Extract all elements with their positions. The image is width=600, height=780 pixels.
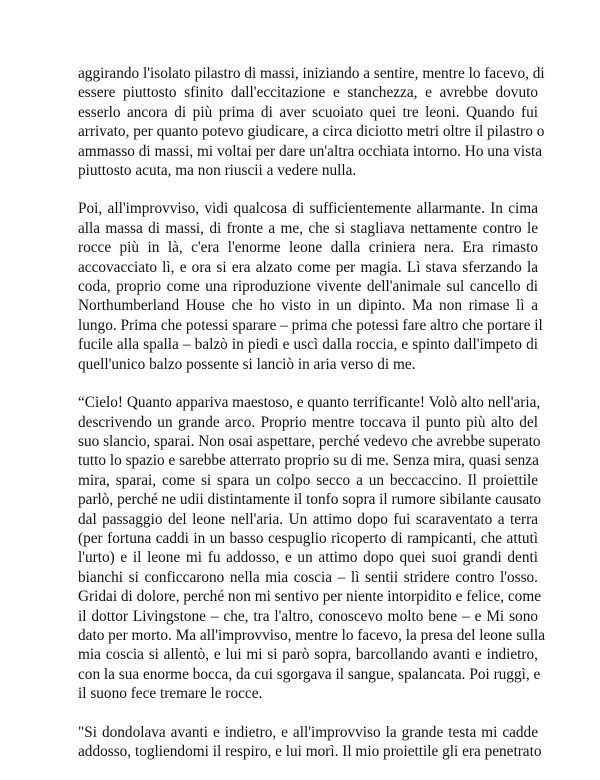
text-line: alla massa di massi, di fronte a me, che si stagliava nettamente contro le [78, 219, 538, 237]
paragraph [78, 199, 543, 374]
text-line: mia coscia si allentò, e lui mi si parò sopra, barcollando avanti e indietro, [78, 646, 538, 664]
text-line: (per fortuna caddi in un basso cespuglio ricoperto di rampicanti, che attutì [78, 529, 538, 547]
text-line: con la sua enorme bocca, da cui sgorgava il sangue, spalancata. Poi ruggì, e [78, 665, 541, 683]
text-line: fucile alla spalla – balzò in piedi e uscì dalla roccia, e spinto dall'impeto di [78, 336, 538, 354]
text-line: “Cielo! Quanto appariva maestoso, e quanto terrificante! Volò alto nell'aria, [78, 394, 541, 412]
text-line: "Si dondolava avanti e indietro, e all'improvviso la grande testa mi cadde [78, 723, 538, 741]
text-line: suo slancio, sparai. Non osai aspettare, perché vedevo che avrebbe superato [78, 432, 541, 450]
text-line: Poi, all'improvviso, vidi qualcosa di sufficientemente allarmante. In cima [78, 200, 538, 218]
text-line: parlò, perché ne udii distintamente il tonfo sopra il rumore sibilante causato [78, 491, 542, 509]
text-line: bianchi si conficcarono nella mia coscia – lì sentii stridere contro l'osso. [78, 568, 538, 586]
text-line: essere piuttosto sfinito dall'eccitazione e stanchezza, e avrebbe dovuto [78, 84, 538, 102]
text-line: descrivendo un grande arco. Proprio mentre toccava il punto più alto del [78, 413, 538, 431]
text-line: l'urto) e il leone mi fu addosso, e un attimo dopo quei suoi grandi denti [78, 549, 538, 567]
paragraph [78, 723, 542, 762]
text-line: quell'unico balzo possente si lanciò in aria verso di me. [78, 355, 416, 373]
text-line: esserlo ancora di più prima di aver scuoiato quei tre leoni. Quando fui [78, 103, 538, 121]
text-line: tutto lo spazio e sarebbe atterrato proprio su di me. Senza mira, quasi senza [78, 452, 539, 470]
text-line: aggirando l'isolato pilastro di massi, iniziando a sentire, mentre lo facevo, di [78, 65, 545, 82]
text-line: piuttosto acuta, ma non riuscii a vedere nulla. [78, 162, 357, 180]
text-line: rocce più in là, c'era l'enorme leone dalla criniera nera. Era rimasto [78, 239, 538, 257]
text-line: arrivato, per quanto potevo giudicare, a circa diciotto metri oltre il pilastro o [78, 123, 545, 141]
text-line: Northumberland House che ho visto in un dipinto. Ma non rimase lì a [78, 297, 538, 315]
paragraph [78, 64, 545, 180]
text-line: dal passaggio del leone nell'aria. Un attimo dopo fui scaraventato a terra [78, 510, 538, 528]
text-line: addosso, togliendomi il respiro, e lui morì. Il mio proiettile gli era penetrato [78, 743, 542, 760]
document-page [78, 64, 546, 780]
text-line: accovacciato lì, e ora si era alzato come per magia. Lì stava sferzando la [78, 258, 538, 276]
text-line: coda, proprio come una riproduzione vivente dell'animale sul cancello di [78, 278, 538, 296]
text-line: mira, sparai, come si spara un colpo secco a un beccaccino. Il proiettile [78, 471, 538, 489]
text-line: ammasso di massi, mi voltai per dare un'altra occhiata intorno. Ho una vista [78, 142, 543, 160]
text-line: il suono fece tremare le rocce. [78, 685, 263, 703]
text-line: lungo. Prima che potessi sparare – prima che potessi fare altro che portare il [78, 316, 543, 334]
paragraph [78, 393, 546, 704]
text-line: dato per morto. Ma all'improvviso, mentre lo facevo, la presa del leone sulla [78, 626, 546, 644]
text-line: Gridai di dolore, perché non mi sentivo per niente intorpidito e felice, come [78, 588, 542, 606]
text-line: il dottor Livingstone – che, tra l'altro, conoscevo molto bene – e Mi sono [78, 607, 538, 625]
